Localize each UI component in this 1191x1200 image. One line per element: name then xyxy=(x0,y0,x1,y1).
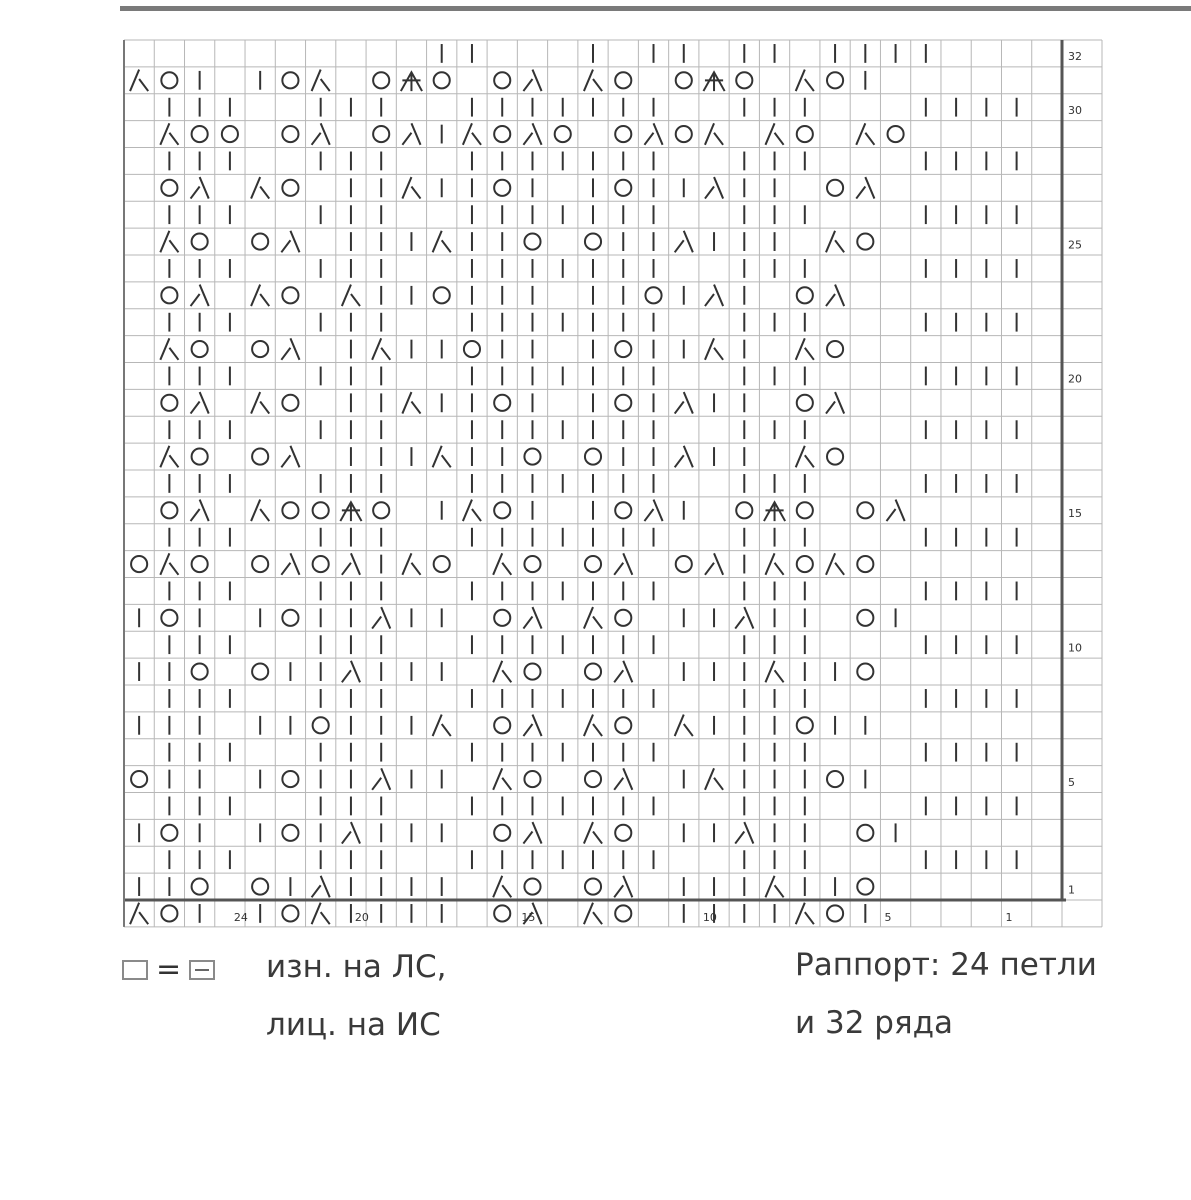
left-decrease-symbol xyxy=(765,876,783,898)
yarn-over-symbol xyxy=(494,395,510,411)
yarn-over-symbol xyxy=(252,449,268,465)
yarn-over-symbol xyxy=(524,664,540,680)
left-decrease-symbol xyxy=(251,392,269,414)
left-decrease-symbol xyxy=(796,70,814,92)
left-decrease-symbol xyxy=(372,338,390,360)
right-decrease-symbol xyxy=(826,285,844,307)
yarn-over-symbol xyxy=(888,126,904,142)
right-decrease-symbol xyxy=(705,285,723,307)
left-decrease-symbol xyxy=(463,500,481,522)
right-decrease-symbol xyxy=(523,822,541,844)
row-number: 10 xyxy=(1068,641,1082,655)
left-decrease-symbol xyxy=(584,715,602,737)
left-decrease-symbol xyxy=(160,231,178,253)
yarn-over-symbol xyxy=(615,180,631,196)
yarn-over-symbol xyxy=(645,287,661,303)
left-decrease-symbol xyxy=(584,607,602,629)
left-decrease-symbol xyxy=(130,70,148,92)
yarn-over-symbol xyxy=(494,502,510,518)
right-decrease-symbol xyxy=(342,553,360,575)
yarn-over-symbol xyxy=(827,771,843,787)
right-decrease-symbol xyxy=(281,338,299,360)
left-decrease-symbol xyxy=(584,70,602,92)
right-decrease-symbol xyxy=(191,392,209,414)
yarn-over-symbol xyxy=(192,341,208,357)
left-decrease-symbol xyxy=(160,446,178,468)
right-decrease-symbol xyxy=(705,177,723,199)
left-decrease-symbol xyxy=(584,822,602,844)
yarn-over-symbol xyxy=(615,341,631,357)
right-decrease-symbol xyxy=(675,446,693,468)
yarn-over-symbol xyxy=(282,610,298,626)
yarn-over-symbol xyxy=(797,556,813,572)
left-decrease-symbol xyxy=(705,123,723,145)
yarn-over-symbol xyxy=(857,664,873,680)
yarn-over-symbol xyxy=(282,180,298,196)
right-decrease-symbol xyxy=(675,231,693,253)
yarn-over-symbol xyxy=(615,825,631,841)
right-decrease-symbol xyxy=(705,553,723,575)
yarn-over-symbol xyxy=(494,717,510,733)
yarn-over-symbol xyxy=(222,126,238,142)
yarn-over-symbol xyxy=(524,771,540,787)
yarn-over-symbol xyxy=(797,126,813,142)
left-decrease-symbol xyxy=(251,285,269,307)
left-decrease-symbol xyxy=(433,715,451,737)
yarn-over-symbol xyxy=(736,72,752,88)
double-decrease-symbol xyxy=(764,502,785,521)
yarn-over-symbol xyxy=(192,234,208,250)
left-decrease-symbol xyxy=(160,123,178,145)
yarn-over-symbol xyxy=(585,234,601,250)
left-decrease-symbol xyxy=(826,231,844,253)
yarn-over-symbol xyxy=(857,234,873,250)
yarn-over-symbol xyxy=(434,72,450,88)
yarn-over-symbol xyxy=(857,825,873,841)
right-decrease-symbol xyxy=(372,768,390,790)
yarn-over-symbol xyxy=(464,341,480,357)
left-decrease-symbol xyxy=(826,553,844,575)
left-decrease-symbol xyxy=(463,123,481,145)
right-decrease-symbol xyxy=(312,876,330,898)
left-decrease-symbol xyxy=(251,177,269,199)
row-number: 32 xyxy=(1068,50,1082,64)
yarn-over-symbol xyxy=(252,664,268,680)
yarn-over-symbol xyxy=(282,287,298,303)
yarn-over-symbol xyxy=(857,502,873,518)
rapport-text-line2: и 32 ряда xyxy=(795,1005,954,1041)
right-decrease-symbol xyxy=(856,177,874,199)
right-decrease-symbol xyxy=(281,231,299,253)
yarn-over-symbol xyxy=(161,825,177,841)
yarn-over-symbol xyxy=(797,502,813,518)
yarn-over-symbol xyxy=(827,72,843,88)
yarn-over-symbol xyxy=(161,287,177,303)
yarn-over-symbol xyxy=(161,180,177,196)
left-decrease-symbol xyxy=(796,903,814,925)
left-decrease-symbol xyxy=(160,338,178,360)
right-decrease-symbol xyxy=(523,607,541,629)
right-decrease-symbol xyxy=(191,285,209,307)
legend-key-text-line1: изн. на ЛС, xyxy=(266,949,447,985)
yarn-over-symbol xyxy=(282,395,298,411)
right-decrease-symbol xyxy=(614,768,632,790)
right-decrease-symbol xyxy=(675,392,693,414)
row-number: 15 xyxy=(1068,507,1082,521)
yarn-over-symbol xyxy=(524,449,540,465)
yarn-over-symbol xyxy=(524,879,540,895)
yarn-over-symbol xyxy=(797,717,813,733)
yarn-over-symbol xyxy=(282,502,298,518)
yarn-over-symbol xyxy=(161,72,177,88)
yarn-over-symbol xyxy=(313,502,329,518)
left-decrease-symbol xyxy=(493,876,511,898)
double-decrease-symbol xyxy=(703,72,724,91)
left-decrease-symbol xyxy=(433,231,451,253)
left-decrease-symbol xyxy=(402,553,420,575)
right-decrease-symbol xyxy=(644,123,662,145)
right-decrease-symbol xyxy=(644,500,662,522)
right-decrease-symbol xyxy=(523,715,541,737)
yarn-over-symbol xyxy=(434,287,450,303)
left-decrease-symbol xyxy=(402,177,420,199)
equals-sign-icon: = xyxy=(156,952,182,987)
yarn-over-symbol xyxy=(192,664,208,680)
yarn-over-symbol xyxy=(252,879,268,895)
right-decrease-symbol xyxy=(614,876,632,898)
left-decrease-symbol xyxy=(856,123,874,145)
yarn-over-symbol xyxy=(857,879,873,895)
yarn-over-symbol xyxy=(615,502,631,518)
legend-key xyxy=(122,952,215,987)
left-decrease-symbol xyxy=(402,392,420,414)
right-decrease-symbol xyxy=(523,70,541,92)
yarn-over-symbol xyxy=(827,180,843,196)
yarn-over-symbol xyxy=(192,556,208,572)
right-decrease-symbol xyxy=(191,177,209,199)
yarn-over-symbol xyxy=(797,287,813,303)
yarn-over-symbol xyxy=(252,234,268,250)
left-decrease-symbol xyxy=(493,768,511,790)
yarn-over-symbol xyxy=(373,502,389,518)
row-number: 20 xyxy=(1068,372,1082,386)
column-number: 24 xyxy=(233,910,248,924)
double-decrease-symbol xyxy=(340,502,361,521)
yarn-over-symbol xyxy=(161,502,177,518)
yarn-over-symbol xyxy=(615,717,631,733)
yarn-over-symbol xyxy=(615,610,631,626)
yarn-over-symbol xyxy=(585,556,601,572)
yarn-over-symbol xyxy=(676,126,692,142)
yarn-over-symbol xyxy=(131,771,147,787)
right-decrease-symbol xyxy=(735,607,753,629)
left-decrease-symbol xyxy=(342,285,360,307)
yarn-over-symbol xyxy=(585,664,601,680)
yarn-over-symbol xyxy=(676,72,692,88)
column-number: 20 xyxy=(354,910,369,924)
yarn-over-symbol xyxy=(373,72,389,88)
yarn-over-symbol xyxy=(857,556,873,572)
right-decrease-symbol xyxy=(402,123,420,145)
yarn-over-symbol xyxy=(494,72,510,88)
left-decrease-symbol xyxy=(765,553,783,575)
left-decrease-symbol xyxy=(130,903,148,925)
left-decrease-symbol xyxy=(705,338,723,360)
right-decrease-symbol xyxy=(614,553,632,575)
legend-key-text-line2: лиц. на ИС xyxy=(266,1007,441,1043)
yarn-over-symbol xyxy=(585,879,601,895)
right-decrease-symbol xyxy=(281,446,299,468)
yarn-over-symbol xyxy=(585,449,601,465)
left-decrease-symbol xyxy=(160,553,178,575)
yarn-over-symbol xyxy=(192,126,208,142)
yarn-over-symbol xyxy=(585,771,601,787)
empty-cell-icon xyxy=(122,960,148,980)
yarn-over-symbol xyxy=(192,449,208,465)
left-decrease-symbol xyxy=(312,70,330,92)
yarn-over-symbol xyxy=(252,341,268,357)
column-number: 5 xyxy=(884,910,892,924)
yarn-over-symbol xyxy=(282,72,298,88)
yarn-over-symbol xyxy=(131,556,147,572)
right-decrease-symbol xyxy=(191,500,209,522)
yarn-over-symbol xyxy=(192,879,208,895)
yarn-over-symbol xyxy=(615,72,631,88)
yarn-over-symbol xyxy=(736,502,752,518)
row-number: 1 xyxy=(1068,883,1075,897)
left-decrease-symbol xyxy=(765,123,783,145)
yarn-over-symbol xyxy=(494,825,510,841)
yarn-over-symbol xyxy=(615,905,631,921)
yarn-over-symbol xyxy=(313,717,329,733)
yarn-over-symbol xyxy=(797,395,813,411)
left-decrease-symbol xyxy=(584,903,602,925)
left-decrease-symbol xyxy=(675,715,693,737)
left-decrease-symbol xyxy=(312,903,330,925)
yarn-over-symbol xyxy=(494,610,510,626)
right-decrease-symbol xyxy=(614,661,632,683)
right-decrease-symbol xyxy=(342,661,360,683)
right-decrease-symbol xyxy=(281,553,299,575)
yarn-over-symbol xyxy=(827,905,843,921)
yarn-over-symbol xyxy=(555,126,571,142)
row-number: 30 xyxy=(1068,103,1082,117)
right-decrease-symbol xyxy=(826,392,844,414)
left-decrease-symbol xyxy=(251,500,269,522)
left-decrease-symbol xyxy=(796,446,814,468)
yarn-over-symbol xyxy=(494,905,510,921)
yarn-over-symbol xyxy=(676,556,692,572)
left-decrease-symbol xyxy=(705,768,723,790)
left-decrease-symbol xyxy=(493,661,511,683)
yarn-over-symbol xyxy=(494,180,510,196)
yarn-over-symbol xyxy=(615,395,631,411)
double-decrease-symbol xyxy=(401,72,422,91)
yarn-over-symbol xyxy=(524,234,540,250)
yarn-over-symbol xyxy=(161,610,177,626)
yarn-over-symbol xyxy=(161,395,177,411)
minus-cell-icon xyxy=(189,960,215,980)
yarn-over-symbol xyxy=(282,905,298,921)
yarn-over-symbol xyxy=(282,126,298,142)
right-decrease-symbol xyxy=(342,822,360,844)
row-number: 25 xyxy=(1068,238,1082,252)
yarn-over-symbol xyxy=(282,771,298,787)
right-decrease-symbol xyxy=(887,500,905,522)
chart-frame xyxy=(124,40,1066,927)
right-decrease-symbol xyxy=(312,123,330,145)
yarn-over-symbol xyxy=(434,556,450,572)
row-number: 5 xyxy=(1068,775,1075,789)
yarn-over-symbol xyxy=(827,449,843,465)
yarn-over-symbol xyxy=(494,126,510,142)
right-decrease-symbol xyxy=(523,123,541,145)
yarn-over-symbol xyxy=(857,610,873,626)
yarn-over-symbol xyxy=(524,556,540,572)
yarn-over-symbol xyxy=(313,556,329,572)
column-number: 10 xyxy=(702,910,717,924)
yarn-over-symbol xyxy=(373,126,389,142)
yarn-over-symbol xyxy=(161,905,177,921)
column-number: 1 xyxy=(1005,910,1013,924)
right-decrease-symbol xyxy=(735,822,753,844)
left-decrease-symbol xyxy=(433,446,451,468)
yarn-over-symbol xyxy=(282,825,298,841)
yarn-over-symbol xyxy=(615,126,631,142)
left-decrease-symbol xyxy=(765,661,783,683)
right-decrease-symbol xyxy=(372,607,390,629)
column-number: 15 xyxy=(521,910,536,924)
left-decrease-symbol xyxy=(796,338,814,360)
rapport-text-line1: Раппорт: 24 петли xyxy=(795,947,1097,983)
yarn-over-symbol xyxy=(252,556,268,572)
yarn-over-symbol xyxy=(827,341,843,357)
left-decrease-symbol xyxy=(493,553,511,575)
